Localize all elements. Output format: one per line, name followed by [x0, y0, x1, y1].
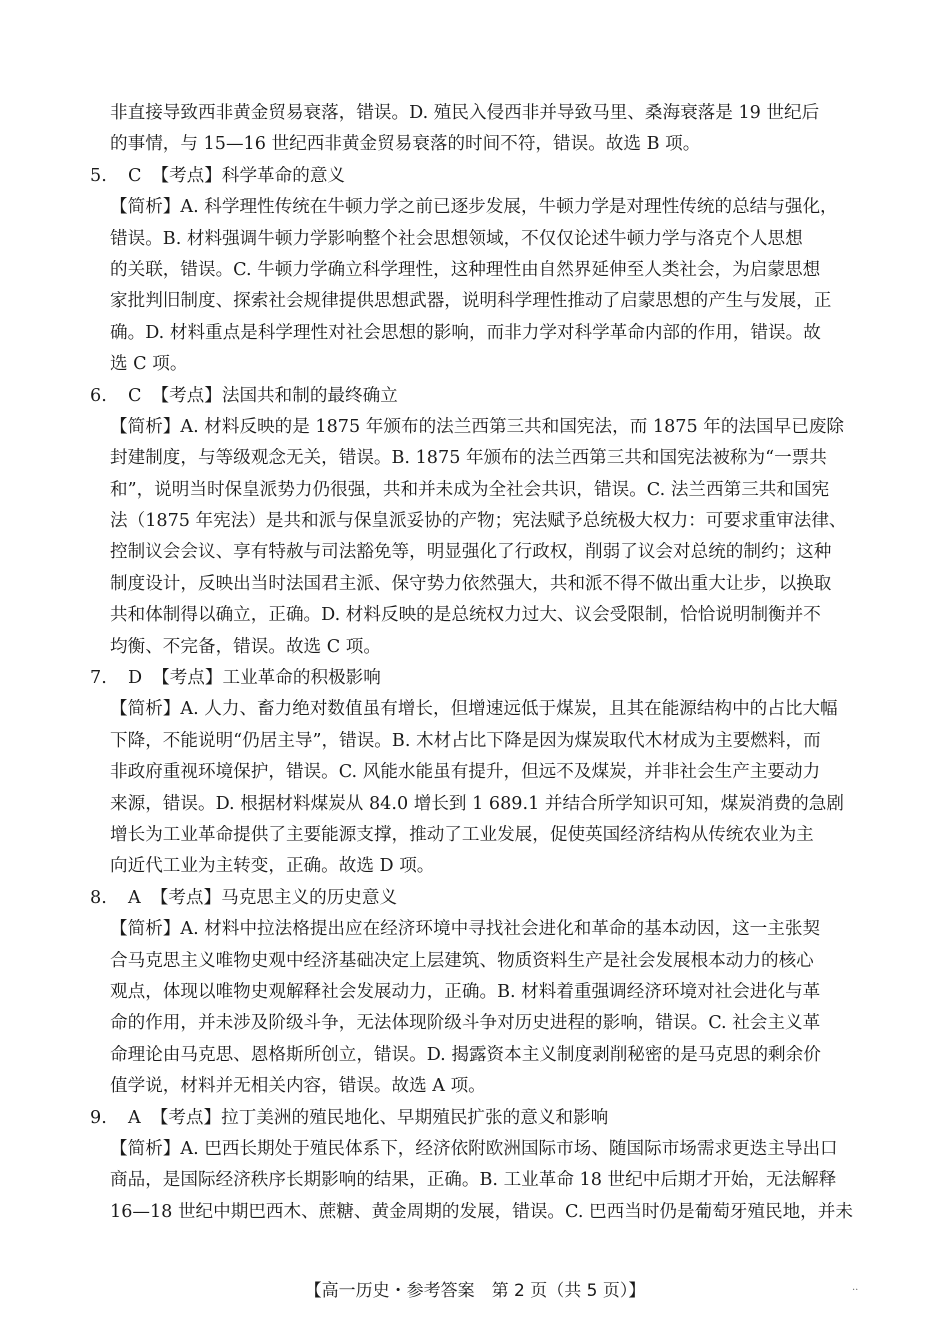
text-line: 下降，不能说明“仍居主导”，错误。B. 木材占比下降是因为煤炭取代木材成为主要燃料，而 — [110, 730, 821, 751]
text-line: 共和体制得以确立，正确。D. 材料反映的是总统权力过大、议会受限制，恰恰说明制衡并不 — [110, 605, 821, 626]
text-line: 【简析】A. 人力、畜力绝对数值虽有增长，但增速远低于煤炭，且其在能源结构中的占比大幅 — [110, 699, 838, 720]
item-number: 5. — [90, 165, 107, 186]
answer-text — [0, 98, 950, 1228]
corner-mark: .. — [852, 1282, 859, 1293]
text-line: 16—18 世纪中期巴西木、蔗糖、黄金周期的发展，错误。C. 巴西当时仍是葡萄牙殖民地，并未 — [110, 1201, 853, 1222]
item-number: 7. — [90, 668, 107, 689]
item-number: 8. — [90, 887, 107, 908]
item-number: 6. — [90, 385, 107, 406]
text-line: 的关联，错误。C. 牛顿力学确立科学理性，这种理性由自然界延伸至人类社会，为启蒙思想 — [110, 259, 821, 280]
text-line: 制度设计，反映出当时法国君主派、保守势力依然强大，共和派不得不做出重大让步，以换取 — [110, 573, 832, 594]
text-line: 【简析】A. 巴西长期处于殖民体系下，经济依附欧洲国际市场、随国际市场需求更迭主导出口 — [110, 1138, 838, 1159]
item-topic: 【考点】科学革命的意义 — [151, 165, 346, 186]
text-line: 非政府重视环境保护，错误。C. 风能水能虽有提升，但远不及煤炭，并非社会生产主要动力 — [110, 762, 821, 783]
item-number: 9. — [90, 1107, 107, 1128]
text-line: 和”，说明当时保皇派势力仍很强，共和并未成为全社会共识，错误。C. 法兰西第三共和国宪 — [110, 479, 830, 500]
text-line: 确。D. 材料重点是科学理性对社会思想的影响，而非力学对科学革命内部的作用，错误。故 — [110, 322, 821, 343]
item-topic: 【考点】拉丁美洲的殖民地化、早期殖民扩张的意义和影响 — [150, 1107, 609, 1128]
item-heading — [0, 663, 862, 694]
text-line: 均衡、不完备，错误。故选 C 项。 — [110, 636, 381, 657]
text-line: 命的作用，并未涉及阶级斗争，无法体现阶级斗争对历史进程的影响，错误。C. 社会主义革 — [110, 1013, 821, 1034]
item-answer: A — [128, 1107, 141, 1128]
text-line: 【简析】A. 科学理性传统在牛顿力学之前已逐步发展，牛顿力学是对理性传统的总结与强化， — [110, 197, 838, 218]
item-heading — [0, 161, 862, 192]
item-heading — [0, 883, 862, 914]
item-answer: A — [128, 887, 141, 908]
item-answer: C — [128, 165, 142, 186]
text-line: 非直接导致西非黄金贸易衰落，错误。D. 殖民入侵西非并导致马里、桑海衰落是 19 世纪后 — [110, 103, 820, 123]
item-heading — [0, 381, 862, 412]
item-answer: D — [128, 668, 143, 689]
text-line: 观点，体现以唯物史观解释社会发展动力，正确。B. 材料着重强调经济环境对社会进化与革 — [110, 981, 821, 1002]
item-topic: 【考点】马克思主义的历史意义 — [150, 887, 398, 908]
text-line: 控制议会会议、享有特赦与司法豁免等，明显强化了行政权，削弱了议会对总统的制约；这种 — [110, 542, 832, 563]
text-line: 选 C 项。 — [110, 354, 188, 375]
text-line: 合马克思主义唯物史观中经济基础决定上层建筑、物质资料生产是社会发展根本动力的核心 — [110, 950, 814, 971]
item-answer: C — [128, 385, 142, 406]
text-line: 来源，错误。D. 根据材料煤炭从 84.0 增长到 1 689.1 并结合所学知识可知，煤炭消费的急剧 — [110, 793, 844, 814]
text-line: 值学说，材料并无相关内容，错误。故选 A 项。 — [110, 1076, 486, 1097]
text-line: 封建制度，与等级观念无关，错误。B. 1875 年颁布的法兰西第三共和国宪法被称为“一票共 — [110, 448, 827, 469]
item-topic: 【考点】法国共和制的最终确立 — [151, 385, 398, 406]
text-line: 家批判旧制度、探索社会规律提供思想武器，说明科学理性推动了启蒙思想的产生与发展，正 — [110, 291, 832, 312]
text-line: 增长为工业革命提供了主要能源支撑，推动了工业发展，促使英国经济结构从传统农业为主 — [110, 824, 814, 845]
text-line: 向近代工业为主转变，正确。故选 D 项。 — [110, 856, 435, 877]
text-line: 的事情，与 15—16 世纪西非黄金贸易衰落的时间不符，错误。故选 B 项。 — [110, 134, 701, 155]
text-line: 命理论由马克思、恩格斯所创立，错误。D. 揭露资本主义制度剥削秘密的是马克思的剩余价 — [110, 1044, 821, 1065]
item-topic: 【考点】工业革命的积极影响 — [152, 668, 381, 689]
text-line: 【简析】A. 材料反映的是 1875 年颁布的法兰西第三共和国宪法，而 1875 年的法国早已废除 — [110, 416, 845, 437]
item-heading — [0, 1103, 862, 1134]
text-line: 错误。B. 材料强调牛顿力学影响整个社会思想领域，不仅仅论述牛顿力学与洛克个人思想 — [110, 228, 803, 249]
page-footer: 【高一历史・参考答案 第 2 页（共 5 页）】 — [304, 1281, 646, 1301]
text-line: 【简析】A. 材料中拉法格提出应在经济环境中寻找社会进化和革命的基本动因，这一主张契 — [110, 919, 821, 940]
text-line: 法（1875 年宪法）是共和派与保皇派妥协的产物；宪法赋予总统极大权力：可要求重审法律、 — [110, 511, 847, 532]
text-line: 商品，是国际经济秩序长期影响的结果，正确。B. 工业革命 18 世纪中后期才开始，无法解释 — [110, 1170, 837, 1191]
